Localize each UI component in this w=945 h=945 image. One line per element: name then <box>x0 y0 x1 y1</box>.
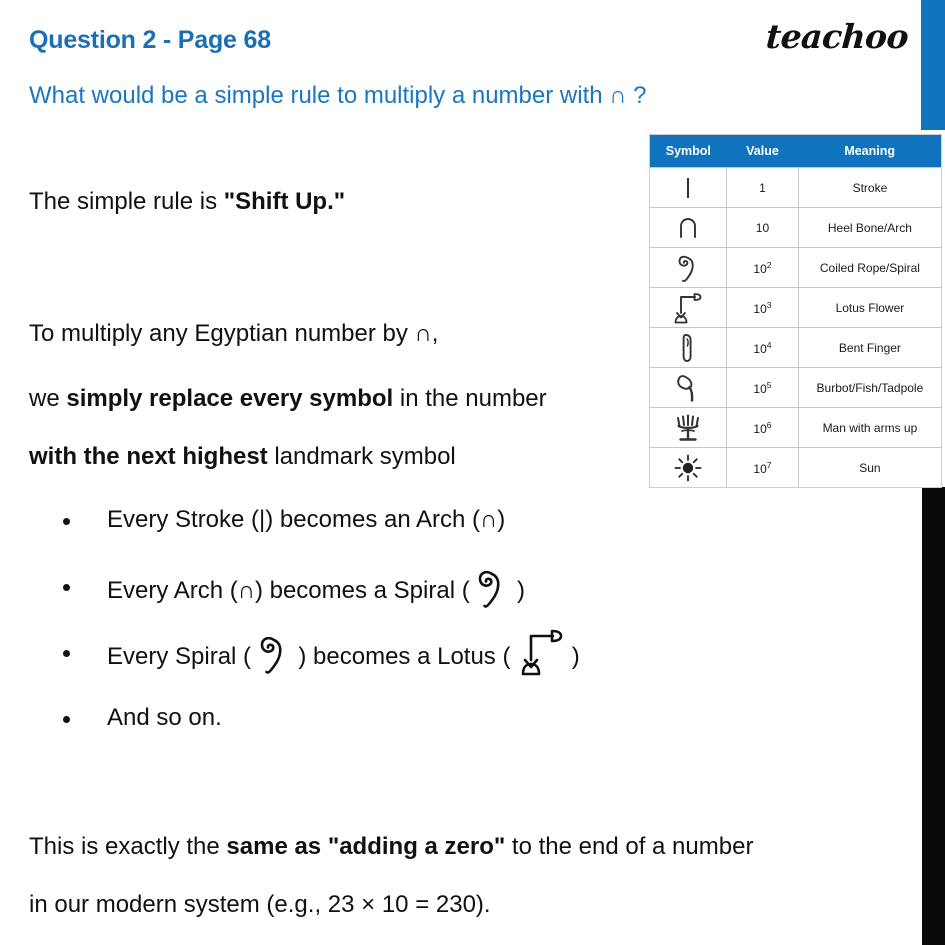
value-base: 10 <box>753 261 767 276</box>
list-item <box>63 566 683 632</box>
table-cell-meaning: Heel Bone/Arch <box>798 208 941 248</box>
table-cell-meaning: Coiled Rope/Spiral <box>798 248 941 288</box>
paragraph-replace-bold: simply replace every symbol <box>66 385 394 412</box>
paragraph-landmark-suffix: landmark symbol <box>267 443 456 470</box>
page-title: Question 2 - Page 68 <box>29 26 271 54</box>
paragraph-closing-1-prefix: This is exactly the <box>29 833 227 860</box>
table-cell-meaning: Burbot/Fish/Tadpole <box>798 368 941 408</box>
bullet-dot-icon <box>63 650 70 657</box>
paragraph-closing-1-bold: same as "adding a zero" <box>226 833 506 860</box>
bullet-3-part-1: Every Spiral ( <box>107 643 258 670</box>
paragraph-multiply: To multiply any Egyptian number by ∩, <box>29 320 439 347</box>
paragraph-replace <box>29 385 547 413</box>
bullet-3-part-3: ) <box>565 643 580 670</box>
table-row <box>650 408 941 448</box>
sun-glyph-icon <box>650 448 727 488</box>
bullet-2-prefix: Every Arch (∩) becomes a Spiral ( <box>107 577 477 604</box>
paragraph-rule-prefix: The simple rule is <box>29 188 224 215</box>
table-row <box>650 168 941 208</box>
table-cell-meaning: Man with arms up <box>798 408 941 448</box>
table-cell-value <box>727 328 799 368</box>
rule-bullet-list <box>63 500 683 764</box>
list-item <box>63 500 683 566</box>
bullet-3-text <box>107 638 580 671</box>
value-exponent: 7 <box>766 459 772 470</box>
value-base: 10 <box>753 381 767 396</box>
paragraph-landmark-bold: with the next highest <box>29 443 268 470</box>
table-row <box>650 248 941 288</box>
table-cell-value <box>727 288 799 328</box>
paragraph-rule-bold: "Shift Up." <box>223 188 346 215</box>
table-cell-meaning: Stroke <box>798 168 941 208</box>
paragraph-closing-1 <box>29 833 753 861</box>
bent-finger-glyph-icon <box>650 328 727 368</box>
bullet-1-text: Every Stroke (|) becomes an Arch (∩) <box>107 506 506 533</box>
table-cell-value <box>727 208 799 248</box>
value-exponent: 5 <box>766 379 772 390</box>
bullet-dot-icon <box>63 518 70 525</box>
value-exponent: 3 <box>766 299 772 310</box>
value-base: 10 <box>753 341 767 356</box>
list-item <box>63 632 683 698</box>
table-cell-value <box>727 168 799 208</box>
bullet-3-part-2: ) becomes a Lotus ( <box>291 643 518 670</box>
table-cell-meaning: Bent Finger <box>798 328 941 368</box>
table-header-row <box>650 135 941 168</box>
value-exponent: 4 <box>766 339 772 350</box>
paragraph-closing-1-suffix: to the end of a number <box>505 833 754 860</box>
table-row <box>650 288 941 328</box>
table-cell-value <box>727 408 799 448</box>
table-row <box>650 448 941 488</box>
bullet-dot-icon <box>63 716 70 723</box>
spiral-icon <box>476 572 510 598</box>
egyptian-numerals-table <box>650 135 941 487</box>
coiled-rope-glyph-icon <box>650 248 727 288</box>
table-cell-value <box>727 368 799 408</box>
value-base: 1 <box>759 180 766 195</box>
table-header-symbol: Symbol <box>650 135 727 168</box>
paragraph-replace-suffix: in the number <box>393 385 547 412</box>
arch-glyph-icon <box>650 208 727 248</box>
right-edge-black-bar <box>922 487 945 945</box>
burbot-fish-glyph-icon <box>650 368 727 408</box>
value-exponent: 2 <box>766 259 772 270</box>
paragraph-replace-prefix: we <box>29 385 67 412</box>
bullet-2-suffix: ) <box>510 577 526 604</box>
table-header-value: Value <box>727 135 799 168</box>
man-arms-up-glyph-icon <box>650 408 727 448</box>
table-cell-meaning: Lotus Flower <box>798 288 941 328</box>
table-cell-value <box>727 448 799 488</box>
value-exponent: 6 <box>766 419 772 430</box>
table-row <box>650 368 941 408</box>
table-cell-meaning: Sun <box>798 448 941 488</box>
bullet-4-text: And so on. <box>107 704 222 731</box>
table-cell-value <box>727 248 799 288</box>
list-item <box>63 698 683 764</box>
table-header-meaning: Meaning <box>798 135 941 168</box>
lotus-flower-glyph-icon <box>650 288 727 328</box>
question-text: What would be a simple rule to multiply a number with ∩ ? <box>29 82 647 109</box>
bullet-2-text <box>107 572 525 605</box>
bullet-dot-icon <box>63 584 70 591</box>
spiral-icon <box>258 638 292 664</box>
value-base: 10 <box>753 421 767 436</box>
paragraph-landmark <box>29 443 456 471</box>
paragraph-closing-2: in our modern system (e.g., 23 × 10 = 230). <box>29 891 491 918</box>
lotus-flower-icon <box>517 638 565 664</box>
stroke-glyph-icon <box>650 168 727 208</box>
table-row <box>650 328 941 368</box>
teachoo-logo: teachoo <box>764 17 910 56</box>
value-base: 10 <box>755 220 770 235</box>
right-edge-blue-bar <box>921 0 945 130</box>
table-row <box>650 208 941 248</box>
value-base: 10 <box>753 301 767 316</box>
value-base: 10 <box>753 461 767 476</box>
paragraph-rule <box>29 188 345 216</box>
